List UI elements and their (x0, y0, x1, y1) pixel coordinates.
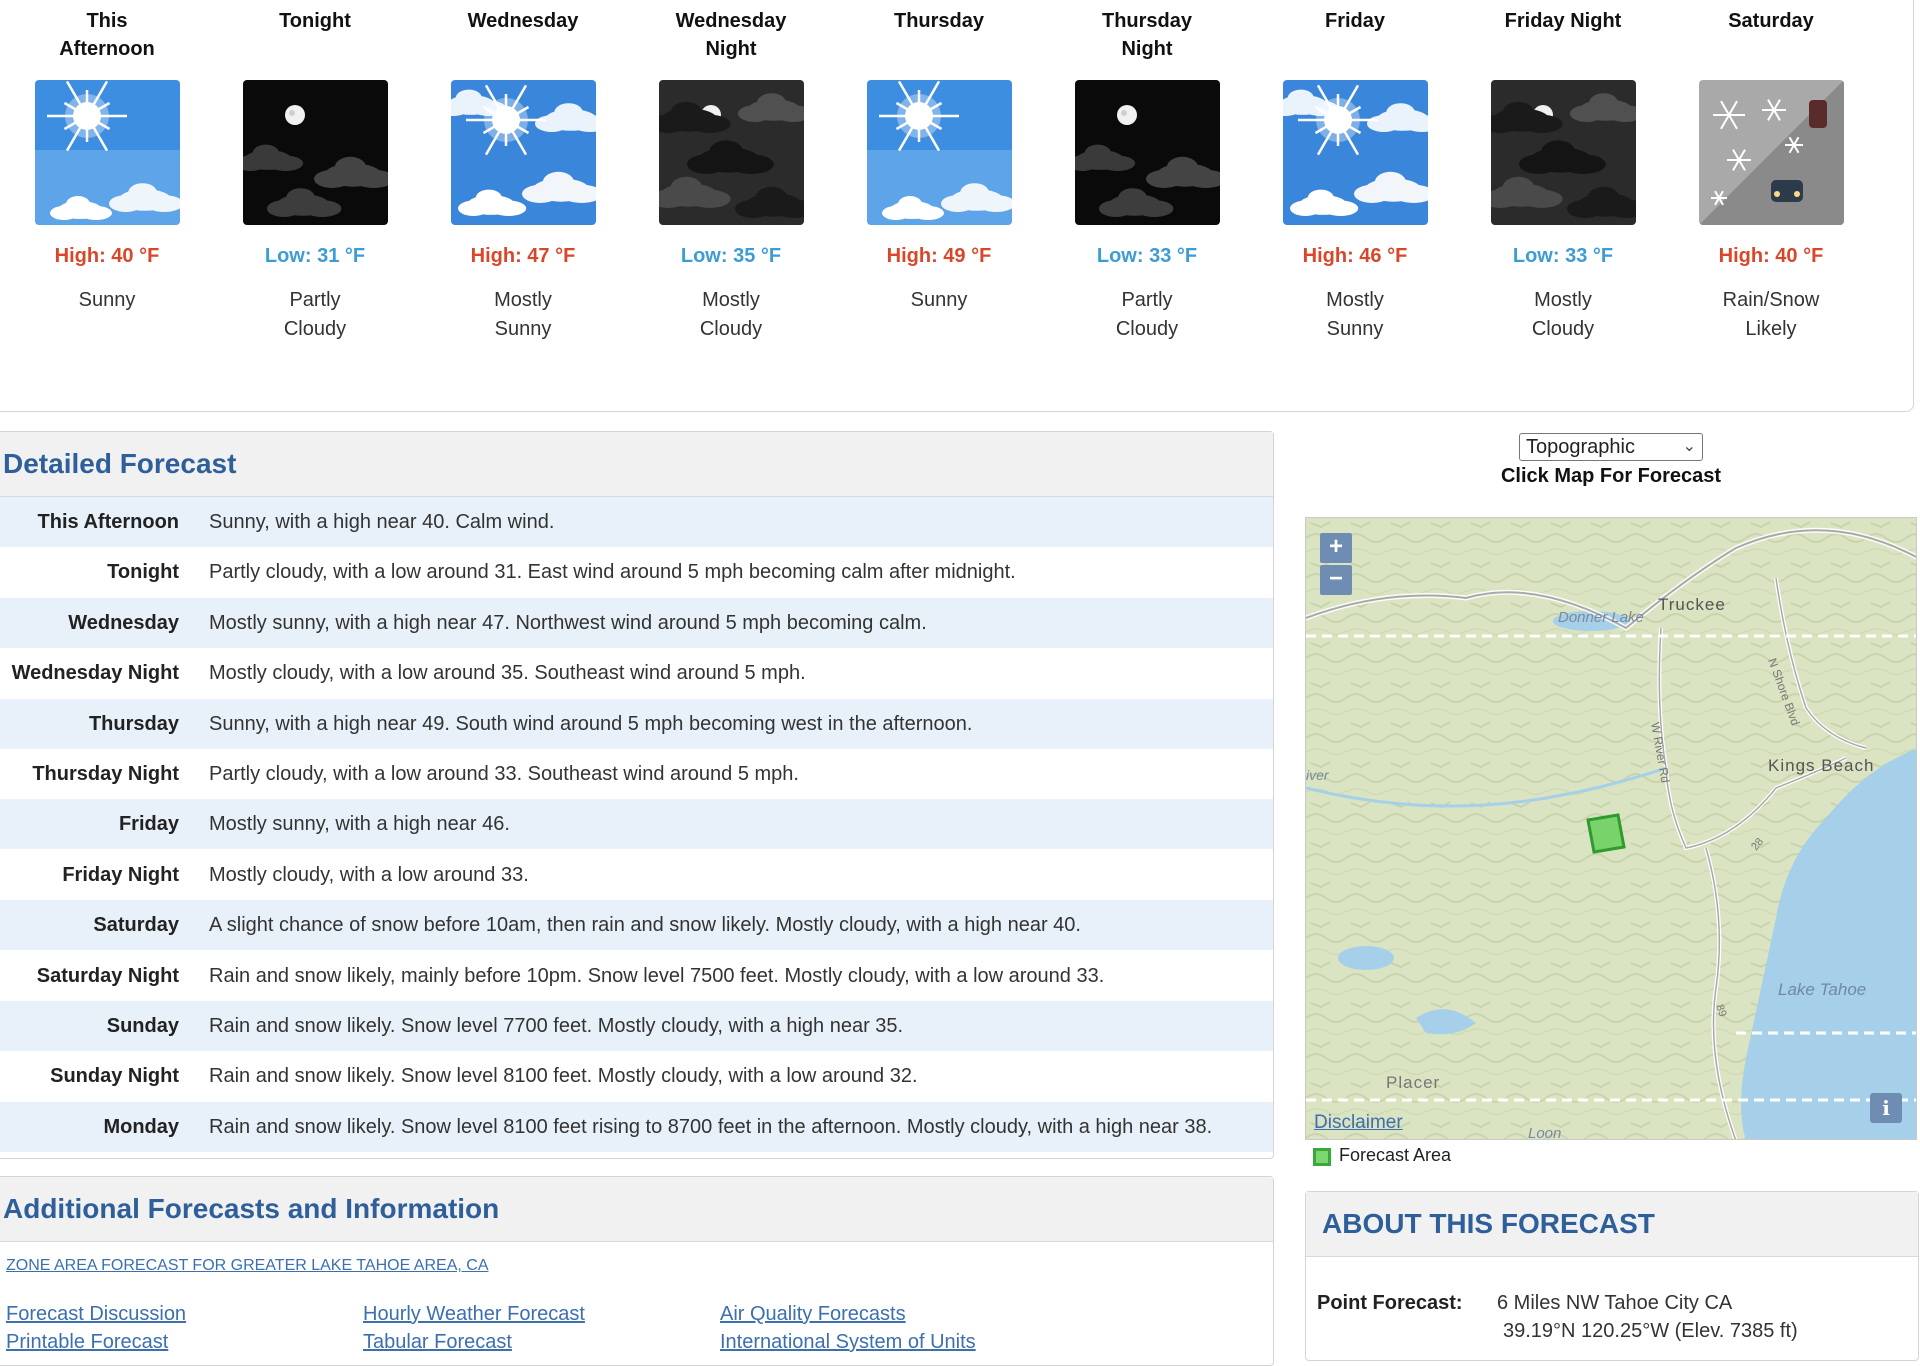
map-disclaimer-link[interactable]: Disclaimer (1314, 1112, 1403, 1133)
about-forecast-panel (1305, 1191, 1919, 1361)
detailed-row-text: Mostly sunny, with a high near 47. Northwest wind around 5 mph becoming calm. (209, 611, 927, 634)
topographic-map[interactable] (1306, 518, 1917, 1140)
detailed-forecast-panel (0, 431, 1274, 1159)
detailed-row-period: Wednesday Night (11, 662, 179, 685)
period-temperature: High: 46 °F (1302, 245, 1408, 267)
period-temperature: High: 49 °F (886, 245, 992, 267)
night-partly-cloudy-icon (1075, 80, 1220, 225)
map-label-loon: Loon (1528, 1125, 1562, 1141)
night-partly-cloudy-icon (243, 80, 388, 225)
zoom-out-button[interactable]: − (1320, 565, 1352, 595)
zoom-in-button[interactable]: + (1320, 533, 1352, 563)
detailed-row-period: Wednesday (68, 611, 179, 634)
point-forecast-location: 6 Miles NW Tahoe City CA (1497, 1292, 1733, 1314)
period-short-description: Sunny (78, 289, 136, 311)
detailed-forecast-row (0, 497, 1273, 547)
map-label-n-shore-blvd: N Shore Blvd (1765, 656, 1803, 728)
period-temperature: High: 40 °F (1718, 245, 1824, 267)
forecast-area-marker[interactable] (1588, 815, 1624, 852)
detailed-row-text: Sunny, with a high near 40. Calm wind. (209, 511, 555, 533)
period-short-description: Mostly Sunny (1326, 289, 1384, 340)
map-type-select[interactable] (1519, 433, 1703, 461)
mostly-sunny-icon (1283, 80, 1428, 225)
detailed-row-period: Thursday Night (32, 763, 179, 785)
detailed-row-text: Mostly sunny, with a high near 46. (209, 813, 510, 836)
detailed-forecast-row (0, 598, 1273, 648)
detailed-forecast-row (0, 1102, 1273, 1152)
map-label-route-89: 89 (1713, 1002, 1729, 1019)
detailed-row-text: Rain and snow likely. Snow level 8100 feet. Mostly cloudy, with a low around 32. (209, 1065, 918, 1088)
forecast-area-swatch (1313, 1148, 1331, 1166)
map-legend (1313, 1145, 1451, 1166)
detailed-row-text: Rain and snow likely. Snow level 8100 feet rising to 8700 feet in the afternoon. Mostly cloudy, with a high near 38. (209, 1115, 1213, 1138)
period-temperature: Low: 31 °F (264, 245, 366, 267)
small-lake (1338, 946, 1394, 970)
sunny-icon (867, 80, 1012, 225)
period-name: Thursday Night (1101, 10, 1193, 60)
forecast-discussion-link[interactable]: Forecast Discussion (6, 1303, 187, 1325)
detailed-forecast-row (0, 699, 1273, 749)
detailed-row-text: A slight chance of snow before 10am, then rain and snow likely. Mostly cloudy, with a high near 40. (209, 914, 1081, 937)
detailed-row-text: Mostly cloudy, with a low around 33. (209, 863, 529, 886)
detailed-forecast-row (0, 799, 1273, 849)
additional-forecasts-panel (0, 1176, 1274, 1366)
zone-area-forecast-link[interactable]: ZONE AREA FORECAST FOR GREATER LAKE TAHOE AREA, CA (6, 1257, 489, 1274)
period-name: Tonight (279, 10, 351, 32)
detailed-row-text: Mostly cloudy, with a low around 35. Southeast wind around 5 mph. (209, 662, 806, 685)
forecast-period (1459, 0, 1667, 344)
period-name: This Afternoon (59, 10, 155, 60)
detailed-row-text: Rain and snow likely. Snow level 7700 feet. Mostly cloudy, with a high near 35. (209, 1015, 904, 1037)
about-forecast-title: ABOUT THIS FORECAST (1306, 1192, 1918, 1257)
period-short-description: Mostly Cloudy (699, 289, 763, 340)
chevron-down-icon: ⌄ (1682, 438, 1696, 455)
detailed-forecast-row (0, 547, 1273, 597)
map-label-w-river-rd: W River Rd (1648, 721, 1673, 784)
map-type-value: Topographic (1526, 436, 1635, 458)
forecast-period (3, 0, 211, 315)
forecast-period (1043, 0, 1251, 344)
detailed-forecast-title: Detailed Forecast (0, 432, 1273, 497)
period-short-description: Mostly Cloudy (1531, 289, 1595, 340)
tabular-forecast-link[interactable]: Tabular Forecast (363, 1331, 512, 1353)
detailed-row-period: Saturday (93, 914, 179, 937)
period-temperature: Low: 35 °F (680, 245, 782, 267)
period-short-description: Sunny (910, 289, 968, 311)
sunny-icon (35, 80, 180, 225)
forecast-map[interactable] (1305, 517, 1917, 1140)
hourly-weather-forecast-link[interactable]: Hourly Weather Forecast (363, 1303, 585, 1325)
detailed-forecast-row (0, 900, 1273, 950)
detailed-row-period: Tonight (107, 561, 179, 584)
period-name: Saturday (1728, 10, 1814, 32)
period-name: Thursday (893, 10, 985, 32)
night-mostly-cloudy-icon (659, 80, 804, 225)
period-name: Wednesday (467, 10, 579, 32)
forecast-period (1667, 0, 1875, 344)
map-legend-label: Forecast Area (1339, 1145, 1452, 1165)
map-label-placer: Placer (1386, 1073, 1441, 1092)
period-name: Friday Night (1504, 10, 1622, 32)
point-forecast-label: Point Forecast: (1317, 1292, 1463, 1314)
rain-snow-icon (1699, 80, 1844, 225)
air-quality-forecasts-link[interactable]: Air Quality Forecasts (720, 1303, 906, 1325)
period-temperature: Low: 33 °F (1512, 245, 1614, 267)
detailed-row-period: Friday (118, 813, 179, 836)
map-label-truckee: Truckee (1658, 595, 1726, 614)
detailed-forecast-row (0, 1051, 1273, 1101)
detailed-row-text: Rain and snow likely, mainly before 10pm. Snow level 7500 feet. Mostly cloudy, with a low around 33. (209, 964, 1105, 987)
period-short-description: Mostly Sunny (494, 289, 552, 340)
additional-forecasts-title: Additional Forecasts and Information (0, 1177, 1273, 1242)
detailed-row-period: Sunday Night (50, 1065, 179, 1088)
point-forecast-coordinates: 39.19°N 120.25°W (Elev. 7385 ft) (1503, 1320, 1798, 1342)
map-caption: Click Map For Forecast (1500, 465, 1722, 487)
forecast-period (419, 0, 627, 344)
detailed-row-text: Sunny, with a high near 49. South wind around 5 mph becoming west in the afternoon. (209, 712, 973, 735)
map-label-kings-beach: Kings Beach (1768, 756, 1875, 775)
detailed-row-text: Partly cloudy, with a low around 33. Southeast wind around 5 mph. (209, 763, 799, 785)
period-temperature: High: 40 °F (54, 245, 160, 267)
map-label-donner: Donner Lake (1558, 609, 1644, 626)
detailed-forecast-row (0, 850, 1273, 900)
detailed-row-period: Saturday Night (36, 964, 179, 987)
detailed-row-text: Partly cloudy, with a low around 31. East wind around 5 mph becoming calm after midnight. (209, 561, 1016, 584)
period-short-description: Rain/Snow Likely (1722, 289, 1820, 340)
forecast-period (835, 0, 1043, 315)
international-system-of-units-link[interactable]: International System of Units (720, 1331, 976, 1353)
detailed-row-period: Monday (103, 1115, 179, 1138)
forecast-period (1251, 0, 1459, 344)
period-short-description: Partly Cloudy (283, 289, 347, 340)
detailed-forecast-row (0, 648, 1273, 698)
map-label-lake-tahoe: Lake Tahoe (1778, 980, 1867, 999)
period-name: Wednesday Night (675, 10, 787, 60)
forecast-period (627, 0, 835, 344)
map-label-river: iver (1306, 767, 1329, 783)
detailed-forecast-row (0, 951, 1273, 1001)
forecast-period (211, 0, 419, 344)
printable-forecast-link[interactable]: Printable Forecast (6, 1331, 169, 1353)
detailed-forecast-row (0, 1001, 1273, 1051)
mostly-sunny-icon (451, 80, 596, 225)
seven-day-forecast (0, 0, 1914, 412)
period-temperature: Low: 33 °F (1096, 245, 1198, 267)
period-temperature: High: 47 °F (470, 245, 576, 267)
info-icon[interactable]: i (1870, 1093, 1902, 1123)
period-short-description: Partly Cloudy (1115, 289, 1179, 340)
detailed-row-period: Friday Night (62, 863, 179, 886)
detailed-row-period: Sunday (106, 1015, 179, 1037)
period-name: Friday (1324, 10, 1386, 32)
detailed-row-period: This Afternoon (37, 511, 179, 533)
map-label-route-28: 28 (1749, 835, 1767, 853)
night-mostly-cloudy-icon (1491, 80, 1636, 225)
detailed-forecast-row (0, 749, 1273, 799)
detailed-row-period: Thursday (88, 712, 179, 735)
